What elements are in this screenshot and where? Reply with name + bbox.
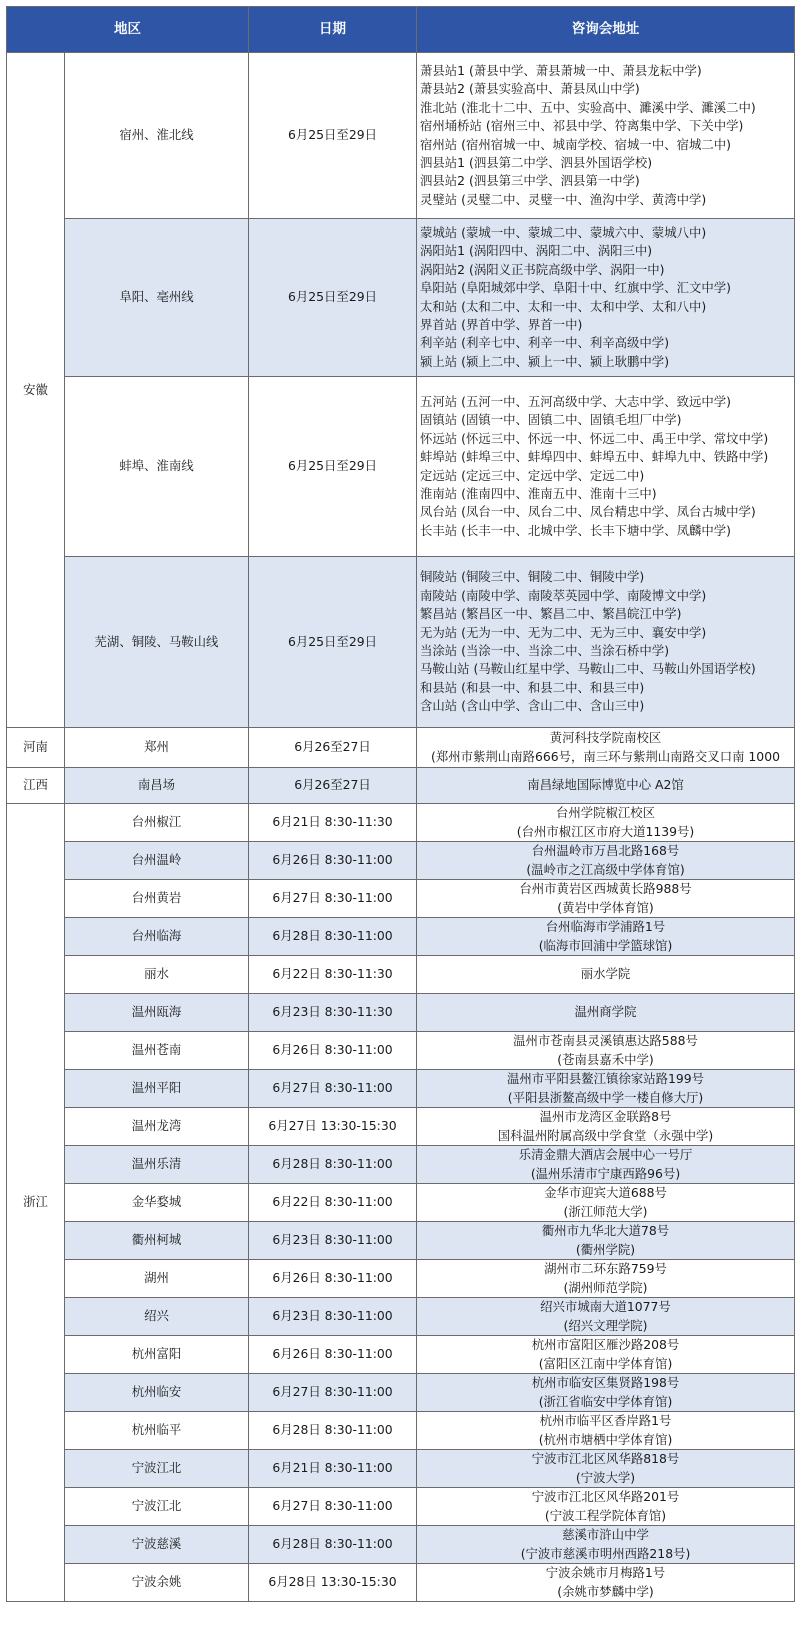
date-cell: 6月26日 8:30-11:00	[249, 1032, 417, 1070]
header-region: 地区	[7, 7, 249, 53]
date-cell: 6月27日 8:30-11:00	[249, 1488, 417, 1526]
region-cell: 郑州	[65, 728, 249, 768]
region-cell: 芜湖、铜陵、马鞍山线	[65, 557, 249, 728]
address-cell: 五河站 (五河一中、五河高级中学、大志中学、致远中学) 固镇站 (固镇一中、固镇二中、固镇毛坦厂中学) 怀远站 (怀远三中、怀远一中、怀远二中、禹王中学、常坟中学) 蚌埠站 (蚌埠三中、蚌埠四中、蚌埠五中、蚌埠九中、铁路中学) 定远站 (定远三中、定远中学、定远二中) 淮南站 (淮南四中、淮南五中、淮南十三中) 凤台站 (凤台一中、凤台二中、凤台精忠中学、凤台古城中学) 长丰站 (长丰一中、北城中学、长丰下塘中学、凤麟中学)	[417, 377, 795, 557]
province-cell: 河南	[7, 728, 65, 768]
date-cell: 6月26至27日	[249, 728, 417, 768]
address-cell: 台州温岭市万昌北路168号 (温岭市之江高级中学体育馆)	[417, 842, 795, 880]
table-row	[7, 1526, 795, 1564]
address-cell: 台州学院椒江校区 (台州市椒江区市府大道1139号)	[417, 804, 795, 842]
region-cell: 温州乐清	[65, 1146, 249, 1184]
date-cell: 6月26至27日	[249, 768, 417, 804]
table-row	[7, 1450, 795, 1488]
address-cell: 黄河科技学院南校区 (郑州市紫荆山南路666号，南三环与紫荆山南路交叉口南 1000	[417, 728, 795, 768]
table-row	[7, 1070, 795, 1108]
table-row	[7, 804, 795, 842]
region-cell: 衢州柯城	[65, 1222, 249, 1260]
address-cell: 温州商学院	[417, 994, 795, 1032]
address-cell: 铜陵站 (铜陵三中、铜陵二中、铜陵中学) 南陵站 (南陵中学、南陵萃英园中学、南陵博文中学) 繁昌站 (繁昌区一中、繁昌二中、繁昌皖江中学) 无为站 (无为一中、无为二中、无为三中、襄安中学) 当涂站 (当涂一中、当涂二中、当涂石桥中学) 马鞍山站 (马鞍山红星中学、马鞍山二中、马鞍山外国语学校) 和县站 (和县一中、和县二中、和县三中) 含山站 (含山中学、含山二中、含山三中)	[417, 557, 795, 728]
region-cell: 杭州临安	[65, 1374, 249, 1412]
table-row	[7, 728, 795, 768]
region-cell: 温州龙湾	[65, 1108, 249, 1146]
address-cell: 湖州市二环东路759号 (湖州师范学院)	[417, 1260, 795, 1298]
date-cell: 6月25日至29日	[249, 377, 417, 557]
date-cell: 6月21日 8:30-11:30	[249, 804, 417, 842]
table-row	[7, 1336, 795, 1374]
address-cell: 蒙城站 (蒙城一中、蒙城二中、蒙城六中、蒙城八中) 涡阳站1 (涡阳四中、涡阳二中、涡阳三中) 涡阳站2 (涡阳义正书院高级中学、涡阳一中) 阜阳站 (阜阳城郊中学、阜阳十中、红旗中学、汇文中学) 太和站 (太和二中、太和一中、太和中学、太和八中) 界首站 (界首中学、界首一中) 利辛站 (利辛七中、利辛一中、利辛高级中学) 颍上站 (颍上二中、颍上一中、颍上耿鹏中学)	[417, 219, 795, 377]
date-cell: 6月23日 8:30-11:00	[249, 1222, 417, 1260]
date-cell: 6月23日 8:30-11:30	[249, 994, 417, 1032]
region-cell: 台州黄岩	[65, 880, 249, 918]
address-cell: 绍兴市城南大道1077号 (绍兴文理学院)	[417, 1298, 795, 1336]
address-cell: 乐清金鼎大酒店会展中心一号厅 (温州乐清市宁康西路96号)	[417, 1146, 795, 1184]
date-cell: 6月28日 8:30-11:00	[249, 1412, 417, 1450]
address-cell: 萧县站1 (萧县中学、萧县萧城一中、萧县龙耘中学) 萧县站2 (萧县实验高中、萧县凤山中学) 淮北站 (淮北十二中、五中、实验高中、濉溪中学、濉溪二中) 宿州埇桥站 (宿州三中、祁县中学、符离集中学、下关中学) 宿州站 (宿州宿城一中、城南学校、宿城一中、宿城二中) 泗县站1 (泗县第二中学、泗县外国语学校) 泗县站2 (泗县第三中学、泗县第一中学) 灵璧站 (灵璧二中、灵璧一中、渔沟中学、黄湾中学)	[417, 53, 795, 219]
region-cell: 宁波江北	[65, 1488, 249, 1526]
region-cell: 丽水	[65, 956, 249, 994]
table-row	[7, 1146, 795, 1184]
table-row	[7, 918, 795, 956]
province-cell: 浙江	[7, 804, 65, 1602]
header-date: 日期	[249, 7, 417, 53]
region-cell: 宁波余姚	[65, 1564, 249, 1602]
date-cell: 6月25日至29日	[249, 557, 417, 728]
consultation-schedule-table	[6, 6, 795, 1602]
table-row	[7, 1488, 795, 1526]
table-row	[7, 53, 795, 219]
address-cell: 温州市平阳县鳌江镇徐家站路199号 (平阳县浙鳌高级中学一楼自修大厅)	[417, 1070, 795, 1108]
address-cell: 杭州市富阳区雁沙路208号 (富阳区江南中学体育馆)	[417, 1336, 795, 1374]
region-cell: 宁波江北	[65, 1450, 249, 1488]
table-row	[7, 768, 795, 804]
header-address: 咨询会地址	[417, 7, 795, 53]
date-cell: 6月27日 8:30-11:00	[249, 1374, 417, 1412]
address-cell: 台州市黄岩区西城黄长路988号 (黄岩中学体育馆)	[417, 880, 795, 918]
table-row	[7, 1374, 795, 1412]
date-cell: 6月26日 8:30-11:00	[249, 1336, 417, 1374]
region-cell: 温州瓯海	[65, 994, 249, 1032]
address-cell: 慈溪市浒山中学 (宁波市慈溪市明州西路218号)	[417, 1526, 795, 1564]
table-row	[7, 1222, 795, 1260]
region-cell: 台州临海	[65, 918, 249, 956]
table-header-row	[7, 7, 795, 53]
region-cell: 台州椒江	[65, 804, 249, 842]
table-row	[7, 1184, 795, 1222]
date-cell: 6月22日 8:30-11:30	[249, 956, 417, 994]
table-row	[7, 1260, 795, 1298]
region-cell: 温州平阳	[65, 1070, 249, 1108]
date-cell: 6月27日 8:30-11:00	[249, 1070, 417, 1108]
date-cell: 6月28日 13:30-15:30	[249, 1564, 417, 1602]
table-row	[7, 1412, 795, 1450]
table-row	[7, 377, 795, 557]
table-row	[7, 557, 795, 728]
table-row	[7, 1108, 795, 1146]
address-cell: 杭州市临安区集贤路198号 (浙江省临安中学体育馆)	[417, 1374, 795, 1412]
region-cell: 金华婺城	[65, 1184, 249, 1222]
address-cell: 南昌绿地国际博览中心 A2馆	[417, 768, 795, 804]
region-cell: 温州苍南	[65, 1032, 249, 1070]
region-cell: 阜阳、亳州线	[65, 219, 249, 377]
region-cell: 宁波慈溪	[65, 1526, 249, 1564]
table-row	[7, 956, 795, 994]
table-row	[7, 1298, 795, 1336]
region-cell: 绍兴	[65, 1298, 249, 1336]
date-cell: 6月28日 8:30-11:00	[249, 918, 417, 956]
date-cell: 6月26日 8:30-11:00	[249, 842, 417, 880]
address-cell: 温州市苍南县灵溪镇惠达路588号 (苍南县嘉禾中学)	[417, 1032, 795, 1070]
date-cell: 6月23日 8:30-11:00	[249, 1298, 417, 1336]
province-cell: 江西	[7, 768, 65, 804]
date-cell: 6月28日 8:30-11:00	[249, 1526, 417, 1564]
address-cell: 台州临海市学浦路1号 (临海市回浦中学篮球馆)	[417, 918, 795, 956]
date-cell: 6月25日至29日	[249, 219, 417, 377]
table-row	[7, 1032, 795, 1070]
table-row	[7, 1564, 795, 1602]
region-cell: 蚌埠、淮南线	[65, 377, 249, 557]
address-cell: 宁波市江北区风华路201号 (宁波工程学院体育馆)	[417, 1488, 795, 1526]
date-cell: 6月26日 8:30-11:00	[249, 1260, 417, 1298]
address-cell: 金华市迎宾大道688号 (浙江师范大学)	[417, 1184, 795, 1222]
address-cell: 温州市龙湾区金联路8号 国科温州附属高级中学食堂（永强中学)	[417, 1108, 795, 1146]
date-cell: 6月22日 8:30-11:00	[249, 1184, 417, 1222]
date-cell: 6月25日至29日	[249, 53, 417, 219]
table-row	[7, 880, 795, 918]
table-row	[7, 219, 795, 377]
address-cell: 杭州市临平区香岸路1号 (杭州市塘栖中学体育馆)	[417, 1412, 795, 1450]
region-cell: 杭州富阳	[65, 1336, 249, 1374]
region-cell: 南昌场	[65, 768, 249, 804]
date-cell: 6月27日 8:30-11:00	[249, 880, 417, 918]
region-cell: 湖州	[65, 1260, 249, 1298]
table-row	[7, 994, 795, 1032]
date-cell: 6月27日 13:30-15:30	[249, 1108, 417, 1146]
region-cell: 台州温岭	[65, 842, 249, 880]
region-cell: 宿州、淮北线	[65, 53, 249, 219]
address-cell: 衢州市九华北大道78号 (衢州学院)	[417, 1222, 795, 1260]
address-cell: 宁波余姚市月梅路1号 (余姚市梦麟中学)	[417, 1564, 795, 1602]
province-cell: 安徽	[7, 53, 65, 728]
date-cell: 6月21日 8:30-11:00	[249, 1450, 417, 1488]
address-cell: 丽水学院	[417, 956, 795, 994]
address-cell: 宁波市江北区风华路818号 (宁波大学)	[417, 1450, 795, 1488]
table-row	[7, 842, 795, 880]
region-cell: 杭州临平	[65, 1412, 249, 1450]
date-cell: 6月28日 8:30-11:00	[249, 1146, 417, 1184]
